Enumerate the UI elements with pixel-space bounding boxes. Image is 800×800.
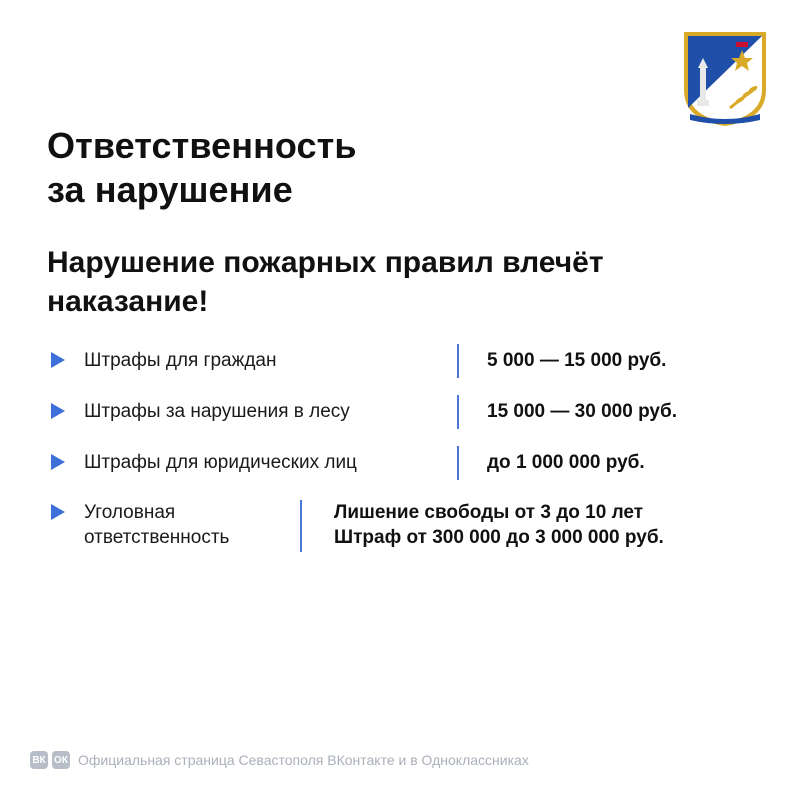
subtitle-line-1: Нарушение пожарных правил влечёт bbox=[47, 246, 604, 279]
fine-label: Штрафы для граждан bbox=[84, 350, 277, 371]
sevastopol-coat-of-arms-logo bbox=[680, 28, 770, 128]
triangle-bullet-icon bbox=[51, 352, 65, 368]
triangle-bullet-icon bbox=[51, 504, 65, 520]
fine-value: 15 000 — 30 000 руб. bbox=[487, 401, 677, 422]
odnoklassniki-icon[interactable]: ОК bbox=[52, 751, 70, 769]
criminal-value-line-2: Штраф от 300 000 до 3 000 000 руб. bbox=[334, 527, 664, 548]
title-line-2: за нарушение bbox=[47, 169, 293, 210]
footer-text: Официальная страница Севастополя ВКонтакте и в Одноклассниках bbox=[78, 752, 529, 768]
triangle-bullet-icon bbox=[51, 454, 65, 470]
fine-value: 5 000 — 15 000 руб. bbox=[487, 350, 667, 371]
criminal-label-line-1: Уголовная bbox=[84, 502, 176, 523]
criminal-value-line-1: Лишение свободы от 3 до 10 лет bbox=[334, 502, 644, 523]
page-subtitle bbox=[47, 243, 604, 321]
divider-line bbox=[300, 500, 302, 552]
fine-label: Штрафы для юридических лиц bbox=[84, 452, 357, 473]
criminal-value bbox=[334, 500, 664, 550]
footer bbox=[30, 750, 529, 770]
criminal-label-line-2: ответственность bbox=[84, 527, 230, 548]
vk-icon[interactable]: ВК bbox=[30, 751, 48, 769]
fine-value: до 1 000 000 руб. bbox=[487, 452, 645, 473]
divider-line bbox=[457, 446, 459, 480]
fine-label: Штрафы за нарушения в лесу bbox=[84, 401, 350, 422]
criminal-label bbox=[84, 500, 229, 550]
divider-line bbox=[457, 395, 459, 429]
triangle-bullet-icon bbox=[51, 403, 65, 419]
title-line-1: Ответственность bbox=[47, 125, 357, 166]
page-title bbox=[47, 124, 357, 212]
divider-line bbox=[457, 344, 459, 378]
subtitle-line-2: наказание! bbox=[47, 285, 209, 318]
